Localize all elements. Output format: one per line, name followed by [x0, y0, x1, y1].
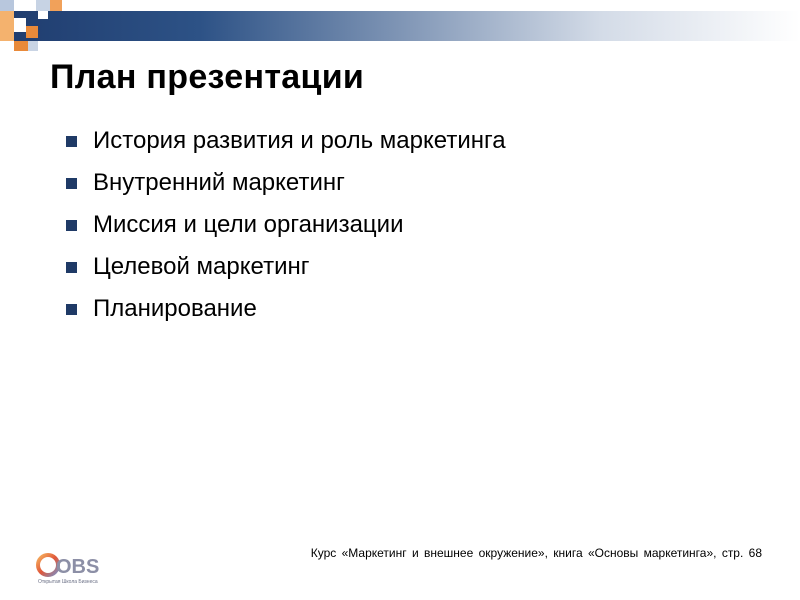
- decorative-square: [14, 0, 36, 11]
- bullet-text: Миссия и цели организации: [93, 211, 404, 238]
- decorative-square: [28, 41, 38, 51]
- logo-text: OBS: [56, 556, 100, 578]
- bullet-text: Целевой маркетинг: [93, 253, 310, 280]
- decorative-square: [0, 0, 14, 11]
- slide-title: План презентации: [50, 58, 365, 96]
- obs-logo-icon: [36, 550, 108, 586]
- decorative-square: [14, 18, 26, 32]
- decorative-square: [0, 11, 14, 41]
- decorative-square: [26, 26, 38, 38]
- bullet-text: Планирование: [93, 295, 257, 322]
- bullet-text: История развития и роль маркетинга: [93, 127, 506, 154]
- decorative-square: [38, 11, 48, 19]
- bullet-item: [66, 204, 506, 246]
- bullet-item: [66, 162, 506, 204]
- square-bullet-icon: [66, 178, 77, 189]
- square-bullet-icon: [66, 136, 77, 147]
- header-band: [0, 11, 800, 41]
- bullet-item: [66, 288, 506, 330]
- bullet-item: [66, 246, 506, 288]
- square-bullet-icon: [66, 220, 77, 231]
- square-bullet-icon: [66, 304, 77, 315]
- bullet-text: Внутренний маркетинг: [93, 169, 345, 196]
- bullet-item: [66, 120, 506, 162]
- footer-citation: Курс «Маркетинг и внешнее окружение», книга «Основы маркетинга», стр. 68: [310, 546, 762, 560]
- bullet-list: [66, 120, 506, 330]
- decorative-square: [50, 0, 62, 11]
- logo-tagline: Открытая Школа Бизнеса: [38, 579, 98, 585]
- decorative-square: [36, 0, 50, 11]
- decorative-square: [14, 41, 28, 51]
- square-bullet-icon: [66, 262, 77, 273]
